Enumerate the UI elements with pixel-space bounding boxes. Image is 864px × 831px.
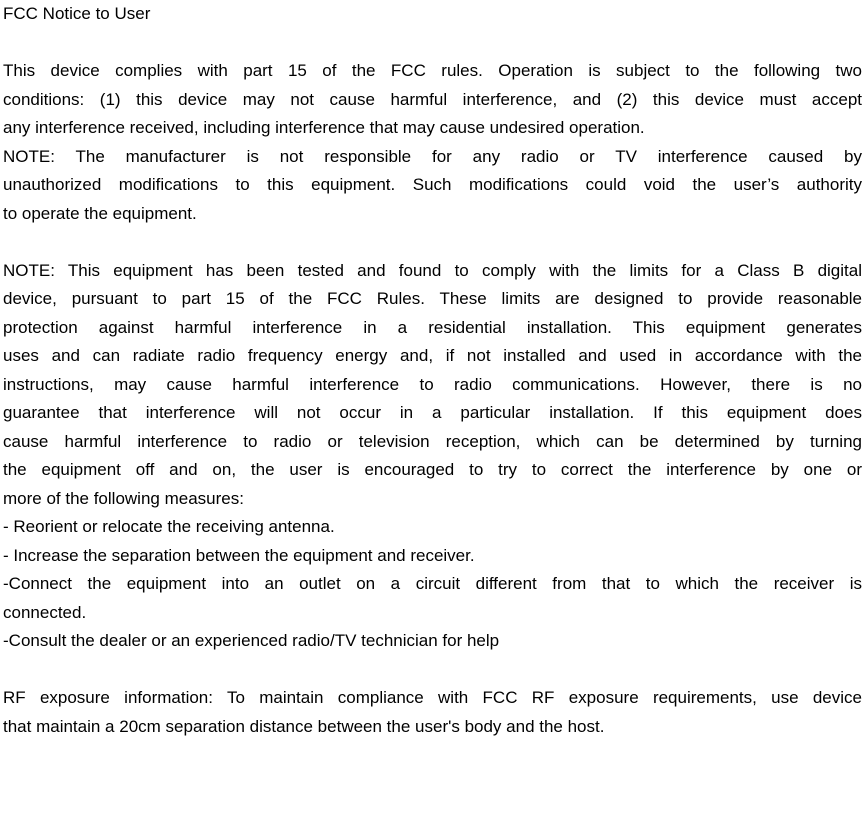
paragraph-line: any interference received, including interference that may cause undesired operation. (3, 118, 645, 137)
paragraph-line: NOTE: This equipment has been tested and found to comply with the limits for a Class B digital (3, 260, 862, 280)
paragraph-line: RF exposure information: To maintain compliance with FCC RF exposure requirements, use device (3, 688, 862, 707)
paragraph-line: cause harmful interference to radio or television reception, which can be determined by turning (3, 431, 862, 451)
paragraph-line: device, pursuant to part 15 of the FCC Rules. These limits are designed to provide reasonable (3, 289, 862, 308)
paragraph-line: guarantee that interference will not occur in a particular installation. If this equipment does (3, 403, 862, 422)
measures-list (3, 513, 862, 656)
compliance-paragraph (3, 57, 862, 143)
list-item: - Increase the separation between the equipment and receiver. (3, 545, 475, 565)
list-item: -Consult the dealer or an experienced radio/TV technician for help (3, 631, 500, 650)
list-item: - Reorient or relocate the receiving antenna. (3, 517, 335, 536)
paragraph-line: uses and can radiate radio frequency energy and, if not installed and used in accordance with the (3, 346, 862, 365)
spacer (3, 228, 862, 257)
paragraph-line: This device complies with part 15 of the FCC rules. Operation is subject to the following two (3, 61, 862, 80)
document-title: FCC Notice to User (3, 4, 151, 23)
rf-exposure-paragraph (3, 684, 862, 741)
paragraph-line: that maintain a 20cm separation distance between the user's body and the host. (3, 716, 605, 736)
paragraph-line: conditions: (1) this device may not cause harmful interference, and (2) this device must accept (3, 89, 862, 109)
paragraph-line: the equipment off and on, the user is encouraged to try to correct the interference by one or (3, 460, 862, 479)
paragraph-line: more of the following measures: (3, 488, 244, 508)
spacer (3, 656, 862, 685)
class-b-note (3, 257, 862, 514)
paragraph-line: instructions, may cause harmful interference to radio communications. However, there is no (3, 374, 862, 394)
paragraph-line: NOTE: The manufacturer is not responsible for any radio or TV interference caused by (3, 146, 862, 166)
paragraph-line: to operate the equipment. (3, 203, 197, 223)
paragraph-line: unauthorized modifications to this equipment. Such modifications could void the user’s authority (3, 175, 862, 194)
list-item: -Connect the equipment into an outlet on a circuit different from that to which the receiver is (3, 574, 862, 593)
list-item-continuation: connected. (3, 602, 87, 622)
manufacturer-note (3, 143, 862, 229)
document-page (3, 0, 862, 741)
paragraph-line: protection against harmful interference in a residential installation. This equipment generates (3, 317, 862, 337)
spacer (3, 29, 862, 58)
